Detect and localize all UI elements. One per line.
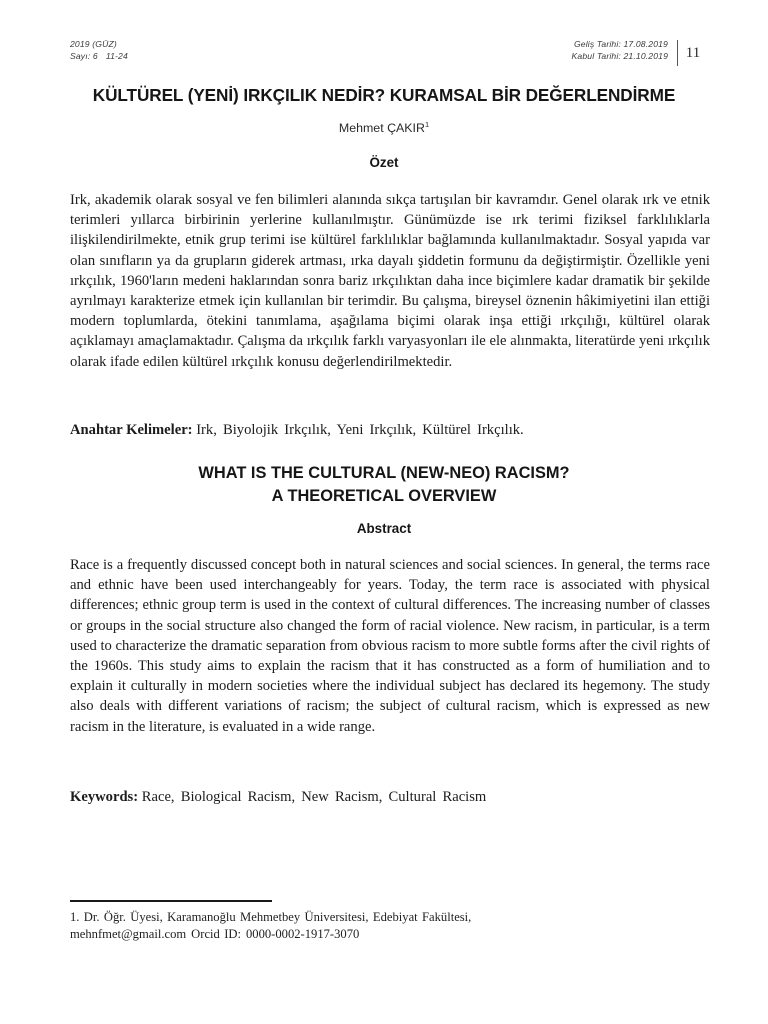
running-head bbox=[70, 38, 710, 72]
keywords-turkish-label: Anahtar Kelimeler: bbox=[70, 422, 193, 438]
abstract-english-text: Race is a frequently discussed concept both in natural sciences and social sciences. In general, the terms race and ethnic have been used interchangeably for years. Today, the term race is associated with physical differences; ethnic group term is used in the context of cultural differences. The increasing number of classes or groups in the social structure also changed the form of racial violence. New racism, in particular, is a term used to characterize the dramatic separation from obvious racism to more subtle forms after the civil rights of the 1960s. This study aims to explain the racism that it has constructed as a form of humiliation and to explain it culturally in modern societies where the individual subject has declared its hegemony. The study also deals with different variations of racism; the subject of cultural racism, which is expressed as new racism in the literature, is evaluated in a wide range. bbox=[70, 557, 710, 735]
author-name bbox=[0, 120, 768, 135]
running-head-right bbox=[572, 38, 668, 62]
footnote-contact bbox=[70, 926, 710, 944]
footnote-affiliation: 1. Dr. Öğr. Üyesi, Karamanoğlu Mehmetbey Üniversitesi, Edebiyat Fakültesi, bbox=[70, 909, 472, 924]
heading-abstract: Abstract bbox=[356, 521, 412, 536]
orcid-value: 0000-0002-1917-3070 bbox=[245, 927, 360, 942]
article-title-english-line2: A THEORETICAL OVERVIEW bbox=[271, 487, 497, 505]
footnote-rule bbox=[70, 900, 272, 902]
issue-label: Sayı: 6 bbox=[70, 51, 98, 62]
page-range: 11-24 bbox=[105, 51, 128, 62]
keywords-turkish bbox=[70, 420, 710, 440]
keywords-english bbox=[70, 787, 710, 807]
page-number: 11 bbox=[685, 45, 701, 61]
author-email: mehnfmet@gmail.com bbox=[70, 927, 187, 942]
footnote-block bbox=[70, 900, 710, 944]
abstract-turkish-text: Irk, akademik olarak sosyal ve fen bilimleri alanında sıkça tartışılan bir kavramdır. Genel olarak ırk ve etnik terimleri yıllarca birbirinin yerlerine kullanılmıştır. Günümüzde ise ırk terimi fiziksel farklılıklarla ilişkilendirilmekte, etnik grup terimi ise kültürel farklılıklar bağlamında kullanılmaktadır. Sosyal yapıda var olan sınıfların ya da grupların giderek artması, ırka dayalı şiddetin formunu da değiştirmiştir. Özellikle yeni ırkçılık, 1960'ların medeni haklarından sonra bariz ırkçılıktan daha ince biçimlere kadar dramatik bir şekilde ayrılmayı karakterize etmek için kullanılan bir terimdir. Bu çalışma, bireysel öznenin hâkimiyetini ilan ettiği modern toplumlarda, ötekini tanımlama, aşağılama biçimi olarak inşa ettiği ırkçılığı, kültürel olarak açıklamayı amaçlamaktadır. Çalışma da ırkçılık farklı varyasyonları ile ele alınmakta, literatürde yeni ırkçılık olarak ifade edilen kültürel ırkçılık konusu değerlendirilmektedir. bbox=[70, 192, 710, 370]
heading-ozet: Özet bbox=[369, 155, 399, 170]
keywords-english-label: Keywords: bbox=[70, 789, 139, 805]
journal-issue-pages bbox=[70, 50, 128, 62]
author-footnote-marker: 1 bbox=[424, 120, 430, 129]
author-label: Mehmet ÇAKIR bbox=[338, 121, 425, 136]
running-head-left bbox=[70, 38, 128, 62]
accepted-date: Kabul Tarihi: 21.10.2019 bbox=[571, 51, 668, 62]
article-title-english bbox=[56, 462, 712, 508]
keywords-turkish-values: Irk, Biyolojik Irkçılık, Yeni Irkçılık, Kültürel Irkçılık. bbox=[196, 422, 524, 438]
article-title-english-line1: WHAT IS THE CULTURAL (NEW-NEO) RACISM? bbox=[198, 464, 570, 482]
abstract-english bbox=[70, 555, 710, 737]
abstract-turkish bbox=[70, 190, 710, 372]
received-date: Geliş Tarihi: 17.08.2019 bbox=[573, 39, 668, 49]
keywords-english-values: Race, Biological Racism, New Racism, Cultural Racism bbox=[141, 789, 487, 805]
journal-year-issue: 2019 (GÜZ) bbox=[70, 39, 117, 49]
article-title-turkish: KÜLTÜREL (YENİ) IRKÇILIK NEDİR? KURAMSAL BİR DEĞERLENDİRME bbox=[92, 85, 676, 105]
orcid-label: Orcid ID: bbox=[191, 927, 241, 942]
